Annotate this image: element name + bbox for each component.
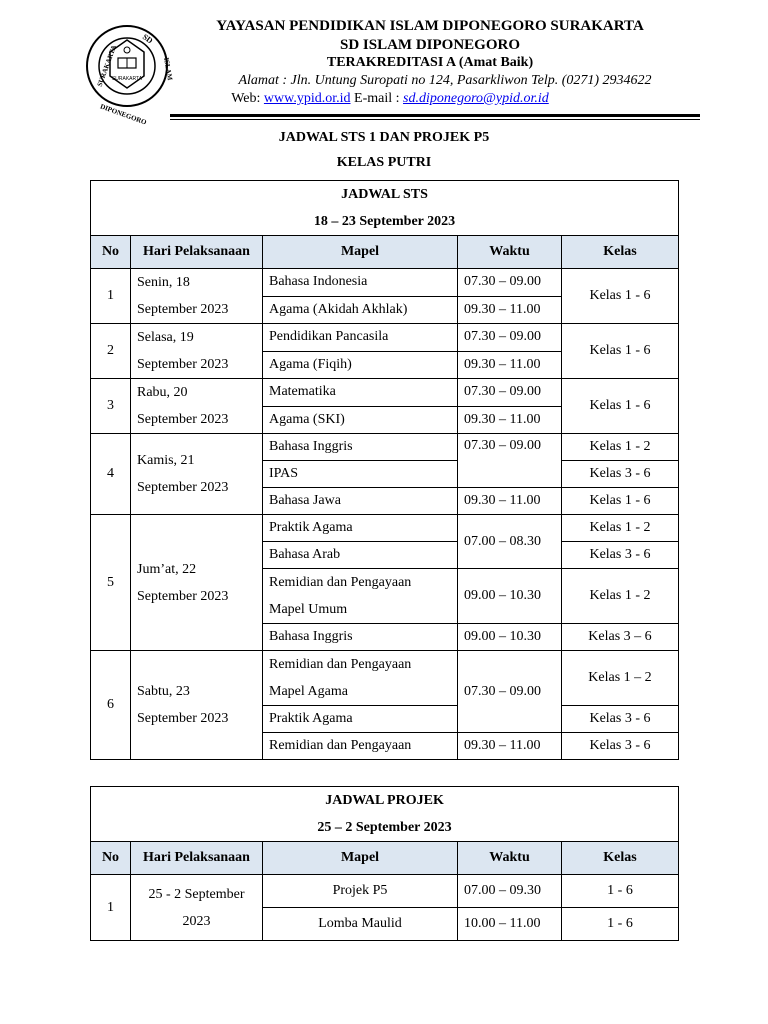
row-kelas: Kelas 3 - 6 bbox=[562, 733, 679, 760]
row-no: 5 bbox=[91, 515, 131, 651]
col-header-mapel: Mapel bbox=[263, 236, 458, 269]
col-header-mapel: Mapel bbox=[263, 842, 458, 875]
col-header-no: No bbox=[91, 842, 131, 875]
row-mapel: Pendidikan Pancasila bbox=[263, 324, 458, 352]
table-row bbox=[91, 651, 679, 706]
row-mapel: Matematika bbox=[263, 379, 458, 407]
row-hari: Jum’at, 22 September 2023 bbox=[131, 515, 263, 651]
logo-text-islam: ISLAM bbox=[162, 56, 174, 81]
col-header-no: No bbox=[91, 236, 131, 269]
row-waktu: 09.00 – 10.30 bbox=[458, 569, 562, 624]
row-kelas: Kelas 3 - 6 bbox=[562, 461, 679, 488]
row-mapel: Bahasa Arab bbox=[263, 542, 458, 569]
row-mapel: Praktik Agama bbox=[263, 706, 458, 733]
header-accreditation: TERAKREDITASI A (Amat Baik) bbox=[326, 55, 534, 70]
row-mapel: Bahasa Inggris bbox=[263, 434, 458, 461]
col-header-kelas: Kelas bbox=[562, 236, 679, 269]
row-kelas: Kelas 1 - 2 bbox=[562, 434, 679, 461]
email-link[interactable]: sd.diponegoro@ypid.or.id bbox=[403, 91, 549, 106]
row-mapel: Bahasa Indonesia bbox=[263, 269, 458, 297]
projek-schedule-table bbox=[90, 786, 679, 941]
web-link[interactable]: www.ypid.or.id bbox=[263, 91, 351, 106]
col-header-kelas: Kelas bbox=[562, 842, 679, 875]
row-waktu: 09.30 – 11.00 bbox=[458, 733, 562, 760]
row-hari: Rabu, 20 September 2023 bbox=[131, 379, 263, 434]
logo-text-sd: SD bbox=[140, 32, 155, 46]
row-no: 1 bbox=[91, 269, 131, 324]
row-no: 4 bbox=[91, 434, 131, 515]
row-waktu: 07.00 – 09.30 bbox=[458, 875, 562, 908]
row-waktu: 09.30 – 11.00 bbox=[458, 296, 562, 324]
sts-caption-row bbox=[91, 181, 679, 236]
row-kelas: Kelas 1 - 2 bbox=[562, 569, 679, 624]
header-rule-thin bbox=[170, 119, 700, 120]
col-header-waktu: Waktu bbox=[458, 236, 562, 269]
sts-header-row bbox=[91, 236, 679, 269]
sts-date-range: 18 – 23 September 2023 bbox=[313, 214, 456, 229]
row-kelas: Kelas 1 - 6 bbox=[562, 379, 679, 434]
row-waktu: 09.30 – 11.00 bbox=[458, 406, 562, 434]
row-kelas: Kelas 1 - 6 bbox=[562, 488, 679, 515]
document-title: JADWAL STS 1 DAN PROJEK P5 bbox=[278, 130, 490, 145]
row-mapel: Remidian dan Pengayaan bbox=[263, 733, 458, 760]
col-header-waktu: Waktu bbox=[458, 842, 562, 875]
row-mapel: Agama (SKI) bbox=[263, 406, 458, 434]
row-hari: Senin, 18 September 2023 bbox=[131, 269, 263, 324]
row-waktu: 09.30 – 11.00 bbox=[458, 351, 562, 379]
row-no: 3 bbox=[91, 379, 131, 434]
row-no: 1 bbox=[91, 875, 131, 941]
logo-text-diponegoro: DIPONEGORO bbox=[99, 102, 148, 127]
sts-schedule-table bbox=[90, 180, 679, 760]
row-kelas: 1 - 6 bbox=[562, 908, 679, 941]
logo-inner-text: SURAKARTA bbox=[111, 76, 143, 82]
row-kelas: Kelas 1 - 6 bbox=[562, 324, 679, 379]
row-waktu: 07.30 – 09.00 bbox=[458, 434, 562, 488]
row-mapel: Lomba Maulid bbox=[263, 908, 458, 941]
col-header-hari: Hari Pelaksanaan bbox=[131, 842, 263, 875]
table-row bbox=[91, 324, 679, 352]
web-label: Web: bbox=[231, 91, 261, 106]
table-row bbox=[91, 269, 679, 297]
sts-caption: JADWAL STS bbox=[341, 187, 428, 202]
row-mapel: Praktik Agama bbox=[263, 515, 458, 542]
email-label: E-mail : bbox=[354, 91, 400, 106]
row-mapel: IPAS bbox=[263, 461, 458, 488]
row-hari: Sabtu, 23 September 2023 bbox=[131, 651, 263, 760]
row-waktu: 10.00 – 11.00 bbox=[458, 908, 562, 941]
row-waktu: 07.30 – 09.00 bbox=[458, 324, 562, 352]
header-address: Alamat : Jln. Untung Suropati no 124, Pasarkliwon Telp. (0271) 2934622 bbox=[238, 73, 652, 88]
row-kelas: Kelas 1 - 2 bbox=[562, 515, 679, 542]
table-row bbox=[91, 379, 679, 407]
logo-text-surakarta: SURAKARTA bbox=[95, 44, 119, 88]
row-waktu: 07.30 – 09.00 bbox=[458, 379, 562, 407]
row-kelas: Kelas 1 – 2 bbox=[562, 651, 679, 706]
row-mapel: Agama (Akidah Akhlak) bbox=[263, 296, 458, 324]
row-kelas: Kelas 3 – 6 bbox=[562, 624, 679, 651]
row-waktu: 07.30 – 09.00 bbox=[458, 269, 562, 297]
row-kelas: Kelas 3 - 6 bbox=[562, 706, 679, 733]
row-kelas: 1 - 6 bbox=[562, 875, 679, 908]
projek-caption: JADWAL PROJEK bbox=[325, 793, 444, 808]
row-waktu: 09.30 – 11.00 bbox=[458, 488, 562, 515]
row-hari: Selasa, 19 September 2023 bbox=[131, 324, 263, 379]
projek-caption-row bbox=[91, 787, 679, 842]
row-mapel: Remidian dan Pengayaan Mapel Umum bbox=[263, 569, 458, 624]
row-no: 2 bbox=[91, 324, 131, 379]
row-mapel: Agama (Fiqih) bbox=[263, 351, 458, 379]
header-rule-thick bbox=[170, 114, 700, 117]
row-kelas: Kelas 3 - 6 bbox=[562, 542, 679, 569]
row-mapel: Bahasa Jawa bbox=[263, 488, 458, 515]
row-waktu: 09.00 – 10.30 bbox=[458, 624, 562, 651]
document-subtitle: KELAS PUTRI bbox=[336, 155, 432, 170]
table-row bbox=[91, 434, 679, 461]
projek-header-row bbox=[91, 842, 679, 875]
header-foundation-name: YAYASAN PENDIDIKAN ISLAM DIPONEGORO SURAKARTA bbox=[216, 18, 644, 34]
row-waktu: 07.00 – 08.30 bbox=[458, 515, 562, 569]
table-row bbox=[91, 515, 679, 542]
row-waktu: 07.30 – 09.00 bbox=[458, 651, 562, 733]
header-contact bbox=[150, 91, 630, 107]
row-mapel: Bahasa Inggris bbox=[263, 624, 458, 651]
row-hari: Kamis, 21 September 2023 bbox=[131, 434, 263, 515]
projek-date-range: 25 – 2 September 2023 bbox=[317, 820, 452, 835]
col-header-hari: Hari Pelaksanaan bbox=[131, 236, 263, 269]
row-mapel: Projek P5 bbox=[263, 875, 458, 908]
row-mapel: Remidian dan Pengayaan Mapel Agama bbox=[263, 651, 458, 706]
table-row bbox=[91, 875, 679, 908]
row-no: 6 bbox=[91, 651, 131, 760]
row-hari: 25 - 2 September 2023 bbox=[131, 875, 263, 941]
header-school-name: SD ISLAM DIPONEGORO bbox=[339, 37, 521, 53]
school-logo bbox=[84, 18, 174, 136]
row-kelas: Kelas 1 - 6 bbox=[562, 269, 679, 324]
